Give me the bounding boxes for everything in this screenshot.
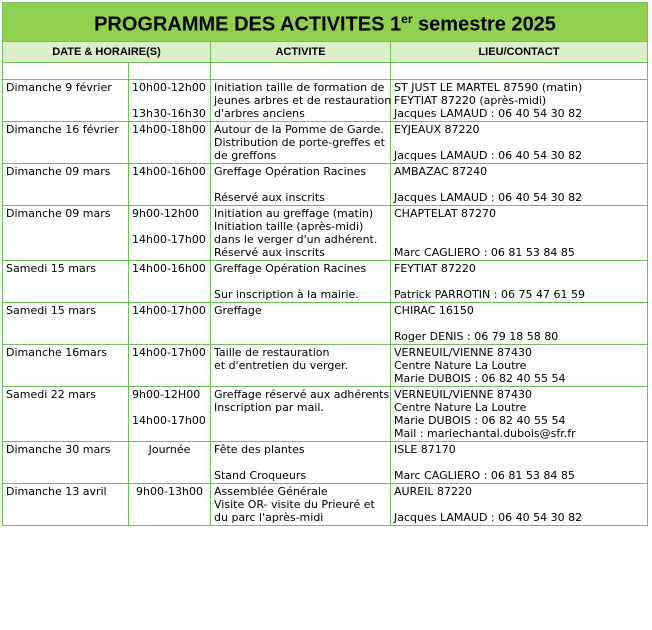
- activity-line: Greffage Opération Racines: [214, 165, 367, 178]
- activity-line: dans le verger d'un adhérent.: [214, 233, 378, 246]
- contact-line: Roger DENIS : 06 79 18 58 80: [394, 330, 559, 343]
- table-row: [3, 345, 648, 387]
- place-cell: [391, 303, 648, 345]
- place-line: AUREIL 87220: [394, 485, 473, 498]
- activity-line: d'arbres anciens: [214, 107, 305, 120]
- activity-line: Stand Croqueurs: [214, 469, 307, 482]
- activity-line: de greffons: [214, 149, 277, 162]
- date-cell: Dimanche 9 février: [3, 80, 129, 122]
- date-cell: Dimanche 16 février: [3, 122, 129, 164]
- contact-line: Patrick PARROTIN : 06 75 47 61 59: [394, 288, 585, 301]
- activity-line: Réservé aux inscrits: [214, 246, 325, 259]
- time-slot: 13h30-16h30: [132, 107, 206, 120]
- title-superscript: er: [401, 11, 413, 26]
- time-slot: 14h00-16h00: [132, 262, 206, 275]
- time-slot: 14h00-18h00: [132, 123, 206, 136]
- activity-cell: [211, 303, 391, 345]
- time-slot: 9h00-12h00: [132, 207, 199, 220]
- activity-cell: [211, 345, 391, 387]
- contact-line: Jacques LAMAUD : 06 40 54 30 82: [394, 511, 583, 524]
- place-line: Centre Nature La Loutre: [394, 401, 527, 414]
- header-place: LIEU/CONTACT: [391, 42, 648, 63]
- time-cell: [129, 345, 211, 387]
- place-cell: [391, 122, 648, 164]
- activity-line: Taille de restauration: [214, 346, 330, 359]
- activity-line: du parc l'après-midi: [214, 511, 324, 524]
- activity-line: Réservé aux inscrits: [214, 191, 325, 204]
- activity-line: Initiation taille de formation de: [214, 81, 385, 94]
- time-cell: [129, 206, 211, 261]
- activity-cell: [211, 164, 391, 206]
- activity-line: Visite OR- visite du Prieuré et: [214, 498, 375, 511]
- table-row: [3, 261, 648, 303]
- place-line: VERNEUIL/VIENNE 87430: [394, 388, 533, 401]
- contact-line: Jacques LAMAUD : 06 40 54 30 82: [394, 149, 583, 162]
- time-slot: 14h00-17h00: [132, 233, 206, 246]
- time-slot: Journée: [148, 443, 191, 456]
- time-cell: [129, 122, 211, 164]
- date-cell: Samedi 15 mars: [3, 261, 129, 303]
- activity-line: Inscription par mail.: [214, 401, 324, 414]
- time-cell: [129, 442, 211, 484]
- time-slot: 14h00-17h00: [132, 304, 206, 317]
- title-main: PROGRAMME DES ACTIVITES 1: [94, 13, 402, 36]
- date-cell: Samedi 22 mars: [3, 387, 129, 442]
- time-slot: 9h00-13h00: [136, 485, 203, 498]
- place-cell: [391, 261, 648, 303]
- contact-line: Marc CAGLIERO : 06 81 53 84 85: [394, 246, 575, 259]
- activity-line: Sur inscription à la mairie.: [214, 288, 359, 301]
- activity-line: Greffage Opération Racines: [214, 262, 367, 275]
- contact-line: Jacques LAMAUD : 06 40 54 30 82: [394, 107, 583, 120]
- place-line: ISLE 87170: [394, 443, 456, 456]
- activity-line: Greffage réservé aux adhérents: [214, 388, 390, 401]
- activity-line: Initiation au greffage (matin): [214, 207, 374, 220]
- table-row: [3, 206, 648, 261]
- date-cell: Dimanche 09 mars: [3, 164, 129, 206]
- time-slot: 14h00-17h00: [132, 346, 206, 359]
- spacer-cell: [391, 63, 648, 80]
- place-line: Centre Nature La Loutre: [394, 359, 527, 372]
- programme-table: [2, 2, 648, 526]
- spacer-cell: [211, 63, 391, 80]
- activity-line: Autour de la Pomme de Garde.: [214, 123, 384, 136]
- place-line: ST JUST LE MARTEL 87590 (matin): [394, 81, 583, 94]
- table-row: [3, 387, 648, 442]
- place-cell: [391, 442, 648, 484]
- table-row: [3, 484, 648, 526]
- place-cell: [391, 484, 648, 526]
- place-cell: [391, 80, 648, 122]
- time-slot: 10h00-12h00: [132, 81, 206, 94]
- time-cell: [129, 303, 211, 345]
- spacer-cell: [129, 63, 211, 80]
- activity-line: Fête des plantes: [214, 443, 305, 456]
- activity-programme: [2, 2, 648, 526]
- activity-cell: [211, 80, 391, 122]
- activity-line: Initiation taille (après-midi): [214, 220, 364, 233]
- place-cell: [391, 387, 648, 442]
- activity-cell: [211, 387, 391, 442]
- header-activity: ACTIVITE: [211, 42, 391, 63]
- activity-cell: [211, 122, 391, 164]
- activity-line: Assemblée Générale: [214, 485, 328, 498]
- header-date: DATE & HORAIRE(S): [3, 42, 211, 63]
- date-cell: Dimanche 09 mars: [3, 206, 129, 261]
- spacer-cell: [3, 63, 129, 80]
- place-cell: [391, 164, 648, 206]
- activity-line: jeunes arbres et de restauration: [214, 94, 392, 107]
- place-line: CHAPTELAT 87270: [394, 207, 497, 220]
- date-cell: Dimanche 16mars: [3, 345, 129, 387]
- date-cell: Dimanche 30 mars: [3, 442, 129, 484]
- table-row: [3, 303, 648, 345]
- email-line: Mail : mariechantal.dubois@sfr.fr: [394, 427, 576, 440]
- activity-cell: [211, 206, 391, 261]
- time-cell: [129, 80, 211, 122]
- contact-line: Marc CAGLIERO : 06 81 53 84 85: [394, 469, 575, 482]
- place-line: VERNEUIL/VIENNE 87430: [394, 346, 533, 359]
- place-cell: [391, 345, 648, 387]
- place-line: AMBAZAC 87240: [394, 165, 488, 178]
- contact-line: Jacques LAMAUD : 06 40 54 30 82: [394, 191, 583, 204]
- time-slot: 9h00-12H00: [132, 388, 201, 401]
- table-row: [3, 164, 648, 206]
- activity-cell: [211, 261, 391, 303]
- activity-cell: [211, 442, 391, 484]
- activity-line: Greffage: [214, 304, 262, 317]
- contact-line: Marie DUBOIS : 06 82 40 55 54: [394, 414, 566, 427]
- time-cell: [129, 484, 211, 526]
- place-line: FEYTIAT 87220: [394, 262, 476, 275]
- time-slot: 14h00-17h00: [132, 414, 206, 427]
- time-cell: [129, 164, 211, 206]
- time-cell: [129, 261, 211, 303]
- activity-line: et d'entretien du verger.: [214, 359, 349, 372]
- place-line: EYJEAUX 87220: [394, 123, 480, 136]
- date-cell: Samedi 15 mars: [3, 303, 129, 345]
- time-slot: 14h00-16h00: [132, 165, 206, 178]
- page-title: [3, 3, 648, 42]
- activity-line: Distribution de porte-greffes et: [214, 136, 385, 149]
- table-row: [3, 122, 648, 164]
- table-row: [3, 80, 648, 122]
- activity-cell: [211, 484, 391, 526]
- place-cell: [391, 206, 648, 261]
- table-row: [3, 442, 648, 484]
- place-line: FEYTIAT 87220 (après-midi): [394, 94, 547, 107]
- time-cell: [129, 387, 211, 442]
- date-cell: Dimanche 13 avril: [3, 484, 129, 526]
- contact-line: Marie DUBOIS : 06 82 40 55 54: [394, 372, 566, 385]
- place-line: CHIRAC 16150: [394, 304, 474, 317]
- title-rest: semestre 2025: [412, 13, 556, 36]
